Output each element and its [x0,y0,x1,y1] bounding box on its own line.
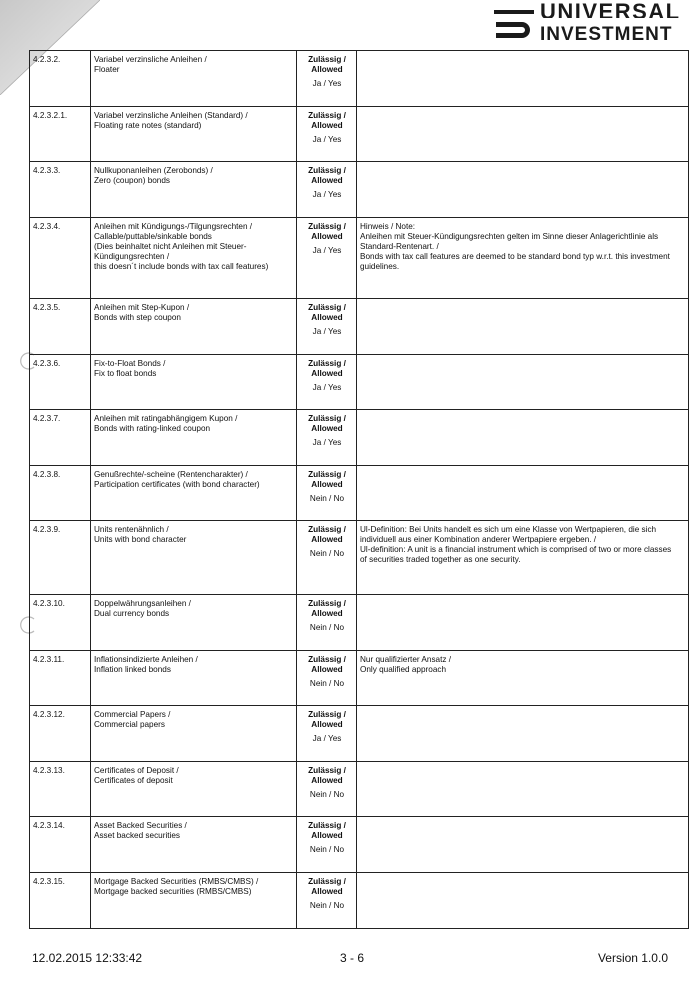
permission-value: Nein / No [309,790,345,799]
permission-cell [297,355,357,410]
permission-label: Allowed [311,831,343,840]
permission-label: Allowed [311,313,343,322]
description-line: Commercial papers [94,720,165,729]
permission-cell [297,762,357,817]
instrument-description [91,595,297,651]
description-line: Fix to float bonds [94,369,157,378]
permission-value: Nein / No [309,549,345,558]
permission-cell [297,162,357,218]
note-line: Bonds with tax call features are deemed to be standard bond typ w.r.t. this investment [360,252,670,261]
instrument-description [91,873,297,929]
description-line: Zero (coupon) bonds [94,176,171,185]
note-cell [357,651,689,706]
section-number: 4.2.3.10. [30,595,91,651]
instrument-description [91,651,297,706]
description-line: Bonds with rating-linked coupon [94,424,211,433]
instrument-description [91,355,297,410]
note-line: Hinweis / Note: [360,222,416,231]
section-number: 4.2.3.3. [30,162,91,218]
universal-investment-logo [492,0,681,48]
permission-cell [297,595,357,651]
permission-label: Allowed [311,665,343,674]
table-row [30,521,689,595]
section-number: 4.2.3.7. [30,410,91,466]
instrument-description [91,107,297,162]
permission-label: Zulässig / [308,470,346,479]
permission-cell [297,466,357,521]
description-line: Asset Backed Securities / [94,821,187,830]
instrument-description [91,521,297,595]
description-line: Doppelwährungsanleihen / [94,599,191,608]
permission-value: Nein / No [309,623,345,632]
table-row [30,162,689,218]
section-number: 4.2.3.9. [30,521,91,595]
permission-value: Ja / Yes [312,79,342,88]
description-line: this doesn´t include bonds with tax call features) [94,262,269,271]
description-line: Asset backed securities [94,831,181,840]
permission-value: Ja / Yes [312,246,342,255]
permission-cell [297,51,357,107]
permission-label: Zulässig / [308,222,346,231]
permission-label: Zulässig / [308,599,346,608]
permission-label: Zulässig / [308,710,346,719]
table-row [30,466,689,521]
note-cell [357,162,689,218]
description-line: Inflationsindizierte Anleihen / [94,655,198,664]
document-version: Version 1.0.0 [597,951,668,965]
description-line: Participation certificates (with bond character) [94,480,260,489]
section-number: 4.2.3.15. [30,873,91,929]
description-line: Certificates of Deposit / [94,766,179,775]
permission-label: Allowed [311,887,343,896]
description-line: (Dies beinhaltet nicht Anleihen mit Steuer- [94,242,247,251]
note-cell [357,51,689,107]
permission-cell [297,218,357,299]
permission-label: Zulässig / [308,111,346,120]
description-line: Callable/puttable/sinkable bonds [94,232,212,241]
description-line: Variabel verzinsliche Anleihen (Standard) / [94,111,248,120]
permission-label: Allowed [311,369,343,378]
instrument-description [91,817,297,873]
note-cell [357,817,689,873]
note-line: Ul-definition: A unit is a financial instrument which is comprised of two or more classes [360,545,672,554]
note-line: individuell aus einer Kombination anderer Wertpapiere ergeben. / [360,535,597,544]
instrument-description [91,162,297,218]
permission-value: Ja / Yes [312,327,342,336]
permission-label: Zulässig / [308,877,346,886]
permission-label: Zulässig / [308,303,346,312]
permission-label: Allowed [311,121,343,130]
table-row [30,873,689,929]
table-row [30,817,689,873]
permission-cell [297,706,357,762]
table-row [30,706,689,762]
instrument-description [91,762,297,817]
permission-cell [297,651,357,706]
permission-cell [297,410,357,466]
permission-label: Zulässig / [308,766,346,775]
permission-value: Ja / Yes [312,438,342,447]
section-number: 4.2.3.6. [30,355,91,410]
permission-value: Nein / No [309,901,345,910]
note-cell [357,410,689,466]
description-line: Floater [94,65,120,74]
description-line: Units with bond character [94,535,187,544]
table-row [30,51,689,107]
section-number: 4.2.3.13. [30,762,91,817]
print-timestamp: 12.02.2015 12:33:42 [32,951,143,965]
description-line: Nullkuponanleihen (Zerobonds) / [94,166,213,175]
permission-label: Allowed [311,609,343,618]
description-line: Bonds with step coupon [94,313,181,322]
note-line: of securities traded together as one security. [360,555,521,564]
instrument-description [91,706,297,762]
note-cell [357,355,689,410]
note-cell [357,706,689,762]
logo-text-investment: INVESTMENT [540,24,673,45]
table-row [30,762,689,817]
section-number: 4.2.3.8. [30,466,91,521]
description-line: Units rentenähnlich / [94,525,169,534]
note-cell [357,521,689,595]
permission-label: Allowed [311,424,343,433]
note-line: guidelines. [360,262,400,271]
note-line: Ul-Definition: Bei Units handelt es sich um eine Klasse von Wertpapieren, die sich [360,525,657,534]
note-cell [357,107,689,162]
description-line: Commercial Papers / [94,710,171,719]
logo-mark-icon [492,8,536,44]
section-number: 4.2.3.14. [30,817,91,873]
table-row [30,595,689,651]
note-cell [357,218,689,299]
logo-text-universal: UNIVERSAL [540,0,681,18]
description-line: Dual currency bonds [94,609,170,618]
permission-cell [297,873,357,929]
section-number: 4.2.3.2.1. [30,107,91,162]
note-cell [357,873,689,929]
permission-label: Allowed [311,176,343,185]
note-cell [357,762,689,817]
instrument-description [91,51,297,107]
description-line: Fix-to-Float Bonds / [94,359,166,368]
section-number: 4.2.3.4. [30,218,91,299]
permission-label: Allowed [311,535,343,544]
description-line: Mortgage Backed Securities (RMBS/CMBS) / [94,877,259,886]
description-line: Certificates of deposit [94,776,173,785]
permission-label: Allowed [311,65,343,74]
permission-value: Ja / Yes [312,734,342,743]
note-cell [357,466,689,521]
permission-value: Nein / No [309,494,345,503]
permission-label: Zulässig / [308,55,346,64]
permission-value: Ja / Yes [312,135,342,144]
note-line: Anleihen mit Steuer-Kündigungsrechten gelten im Sinne dieser Anlagerichtlinie als [360,232,659,241]
note-cell [357,299,689,355]
page-number: 3 - 6 [340,951,365,965]
permission-label: Zulässig / [308,821,346,830]
permission-cell [297,521,357,595]
table-row [30,107,689,162]
description-line: Genußrechte/-scheine (Rentencharakter) / [94,470,248,479]
section-number: 4.2.3.5. [30,299,91,355]
permission-label: Zulässig / [308,414,346,423]
description-line: Anleihen mit Step-Kupon / [94,303,190,312]
permission-cell [297,817,357,873]
table-row [30,299,689,355]
description-line: Anleihen mit ratingabhängigem Kupon / [94,414,238,423]
permission-value: Nein / No [309,845,345,854]
permission-label: Allowed [311,776,343,785]
section-number: 4.2.3.2. [30,51,91,107]
investment-guideline-table [29,50,689,929]
note-line: Standard-Rentenart. / [360,242,439,251]
table-row [30,218,689,299]
note-line: Nur qualifizierter Ansatz / [360,655,452,664]
description-line: Anleihen mit Kündigungs-/Tilgungsrechten / [94,222,253,231]
permission-label: Zulässig / [308,655,346,664]
description-line: Variabel verzinsliche Anleihen / [94,55,207,64]
instrument-description [91,410,297,466]
permission-label: Allowed [311,480,343,489]
description-line: Inflation linked bonds [94,665,171,674]
permission-cell [297,107,357,162]
note-cell [357,595,689,651]
permission-label: Zulässig / [308,525,346,534]
permission-label: Zulässig / [308,359,346,368]
instrument-description [91,218,297,299]
permission-label: Allowed [311,720,343,729]
permission-value: Ja / Yes [312,190,342,199]
note-line: Only qualified approach [360,665,447,674]
description-line: Kündigungsrechten / [94,252,170,261]
permission-cell [297,299,357,355]
description-line: Floating rate notes (standard) [94,121,202,130]
permission-value: Ja / Yes [312,383,342,392]
permission-label: Zulässig / [308,166,346,175]
description-line: Mortgage backed securities (RMBS/CMBS) [94,887,252,896]
permission-label: Allowed [311,232,343,241]
table-row [30,651,689,706]
table-row [30,355,689,410]
section-number: 4.2.3.12. [30,706,91,762]
instrument-description [91,466,297,521]
instrument-description [91,299,297,355]
section-number: 4.2.3.11. [30,651,91,706]
permission-value: Nein / No [309,679,345,688]
table-row [30,410,689,466]
